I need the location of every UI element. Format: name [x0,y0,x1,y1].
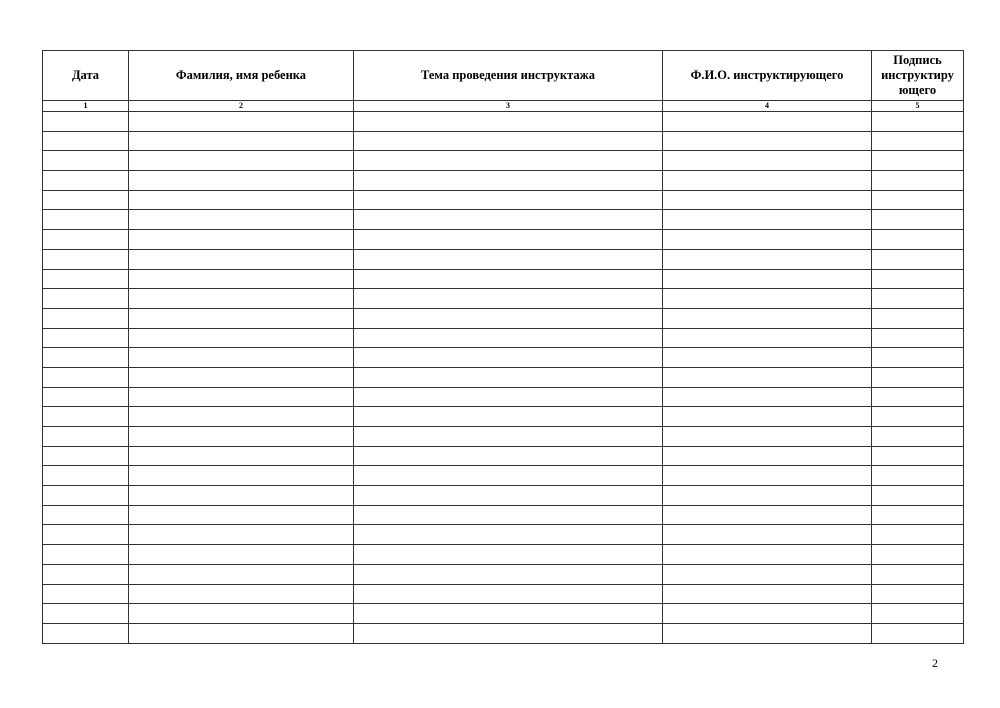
table-cell[interactable] [663,505,872,525]
table-row [43,171,964,191]
table-cell[interactable] [872,131,964,151]
table-cell[interactable] [129,446,354,466]
table-row [43,584,964,604]
table-cell[interactable] [354,466,663,486]
table-cell[interactable] [129,407,354,427]
table-cell[interactable] [663,387,872,407]
table-cell[interactable] [354,289,663,309]
table-row [43,407,964,427]
table-cell[interactable] [129,564,354,584]
journal-table [42,50,964,644]
column-number: 2 [129,101,354,112]
table-cell[interactable] [129,210,354,230]
table-cell[interactable] [129,348,354,368]
table-cell[interactable] [129,505,354,525]
table-cell[interactable] [129,230,354,250]
table-cell[interactable] [129,525,354,545]
table-cell[interactable] [354,190,663,210]
table-cell[interactable] [872,171,964,191]
table-cell[interactable] [663,269,872,289]
table-cell[interactable] [129,604,354,624]
table-cell[interactable] [354,446,663,466]
table-cell[interactable] [663,131,872,151]
table-cell[interactable] [872,308,964,328]
table-cell[interactable] [872,564,964,584]
table-cell[interactable] [663,564,872,584]
table-cell[interactable] [43,604,129,624]
table-row [43,545,964,565]
table-cell[interactable] [129,328,354,348]
table-cell[interactable] [663,407,872,427]
table-row [43,348,964,368]
header-instructor-signature: Подпись инструктиру ющего [872,51,964,101]
table-cell[interactable] [129,466,354,486]
table-cell[interactable] [129,545,354,565]
column-number-row [43,101,964,112]
column-number: 5 [872,101,964,112]
table-cell[interactable] [354,584,663,604]
table-cell[interactable] [663,151,872,171]
table-cell[interactable] [872,623,964,643]
table-cell[interactable] [663,289,872,309]
table-cell[interactable] [129,171,354,191]
table-cell[interactable] [43,328,129,348]
table-cell[interactable] [872,249,964,269]
table-cell[interactable] [43,505,129,525]
table-cell[interactable] [872,289,964,309]
table-cell[interactable] [129,427,354,447]
table-cell[interactable] [354,348,663,368]
table-row [43,525,964,545]
table-cell[interactable] [354,308,663,328]
table-cell[interactable] [129,486,354,506]
table-cell[interactable] [354,131,663,151]
table-row [43,427,964,447]
table-cell[interactable] [354,486,663,506]
table-cell[interactable] [354,564,663,584]
header-child-name: Фамилия, имя ребенка [129,51,354,101]
table-cell[interactable] [43,112,129,132]
table-cell[interactable] [129,190,354,210]
table-cell[interactable] [43,210,129,230]
table-row [43,269,964,289]
table-cell[interactable] [872,584,964,604]
table-cell[interactable] [354,387,663,407]
table-cell[interactable] [872,230,964,250]
table-cell[interactable] [43,190,129,210]
table-cell[interactable] [872,367,964,387]
table-cell[interactable] [43,131,129,151]
table-cell[interactable] [43,466,129,486]
table-cell[interactable] [354,525,663,545]
table-cell[interactable] [872,210,964,230]
table-cell[interactable] [872,466,964,486]
table-cell[interactable] [872,446,964,466]
table-cell[interactable] [129,308,354,328]
header-instructor-name: Ф.И.О. инструктирующего [663,51,872,101]
table-cell[interactable] [129,584,354,604]
table-row [43,328,964,348]
table-cell[interactable] [872,604,964,624]
header-date: Дата [43,51,129,101]
table-cell[interactable] [663,584,872,604]
table-cell[interactable] [43,446,129,466]
table-cell[interactable] [354,367,663,387]
table-cell[interactable] [43,269,129,289]
table-cell[interactable] [872,348,964,368]
table-cell[interactable] [872,545,964,565]
table-row [43,564,964,584]
table-cell[interactable] [43,348,129,368]
table-cell[interactable] [663,604,872,624]
table-cell[interactable] [872,151,964,171]
table-cell[interactable] [872,269,964,289]
table-cell[interactable] [43,407,129,427]
table-cell[interactable] [872,190,964,210]
table-cell[interactable] [354,545,663,565]
table-row [43,210,964,230]
table-cell[interactable] [43,230,129,250]
table-cell[interactable] [43,367,129,387]
table-row [43,446,964,466]
table-cell[interactable] [129,289,354,309]
table-row [43,249,964,269]
table-cell[interactable] [872,486,964,506]
table-cell[interactable] [354,623,663,643]
table-cell[interactable] [663,623,872,643]
table-cell[interactable] [663,190,872,210]
table-cell[interactable] [354,249,663,269]
table-cell[interactable] [663,427,872,447]
table-row [43,466,964,486]
table-cell[interactable] [663,466,872,486]
table-row [43,151,964,171]
table-cell[interactable] [354,269,663,289]
table-cell[interactable] [663,230,872,250]
table-cell[interactable] [663,171,872,191]
table-cell[interactable] [663,367,872,387]
table-row [43,604,964,624]
table-cell[interactable] [43,584,129,604]
table-cell[interactable] [663,249,872,269]
header-row [43,51,964,101]
table-row [43,367,964,387]
page-number: 2 [932,656,938,670]
table-cell[interactable] [663,525,872,545]
table-row [43,289,964,309]
table-cell[interactable] [354,407,663,427]
table-cell[interactable] [129,151,354,171]
table-cell[interactable] [43,623,129,643]
table-row [43,190,964,210]
table-cell[interactable] [129,131,354,151]
column-number: 4 [663,101,872,112]
table-cell[interactable] [663,446,872,466]
table-cell[interactable] [129,387,354,407]
table-cell[interactable] [354,505,663,525]
table-cell[interactable] [354,171,663,191]
table-cell[interactable] [43,564,129,584]
table-cell[interactable] [43,486,129,506]
table-cell[interactable] [872,427,964,447]
table-cell[interactable] [354,604,663,624]
table-cell[interactable] [354,210,663,230]
table-cell[interactable] [43,427,129,447]
column-number: 3 [354,101,663,112]
table-cell[interactable] [129,269,354,289]
table-cell[interactable] [663,486,872,506]
table-row [43,623,964,643]
table-cell[interactable] [43,525,129,545]
table-row [43,131,964,151]
table-cell[interactable] [354,328,663,348]
table-row [43,112,964,132]
table-cell[interactable] [129,367,354,387]
table-cell[interactable] [663,545,872,565]
table-body [43,112,964,644]
table-row [43,387,964,407]
table-cell[interactable] [43,171,129,191]
table-cell[interactable] [129,112,354,132]
table-cell[interactable] [872,112,964,132]
table-cell[interactable] [43,387,129,407]
table-cell[interactable] [43,249,129,269]
table-cell[interactable] [872,525,964,545]
table-cell[interactable] [43,289,129,309]
table-cell[interactable] [43,545,129,565]
table-row [43,486,964,506]
table-cell[interactable] [354,112,663,132]
table-cell[interactable] [354,230,663,250]
table-cell[interactable] [43,151,129,171]
table-cell[interactable] [663,210,872,230]
table-cell[interactable] [129,249,354,269]
table-cell[interactable] [872,407,964,427]
table-row [43,230,964,250]
table-cell[interactable] [872,328,964,348]
column-number: 1 [43,101,129,112]
table-cell[interactable] [872,505,964,525]
table-row [43,308,964,328]
table-cell[interactable] [354,427,663,447]
table-cell[interactable] [43,308,129,328]
header-topic: Тема проведения инструктажа [354,51,663,101]
table-cell[interactable] [872,387,964,407]
table-cell[interactable] [663,328,872,348]
table-cell[interactable] [354,151,663,171]
table-cell[interactable] [129,623,354,643]
table-cell[interactable] [663,112,872,132]
table-row [43,505,964,525]
table-cell[interactable] [663,348,872,368]
table-cell[interactable] [663,308,872,328]
